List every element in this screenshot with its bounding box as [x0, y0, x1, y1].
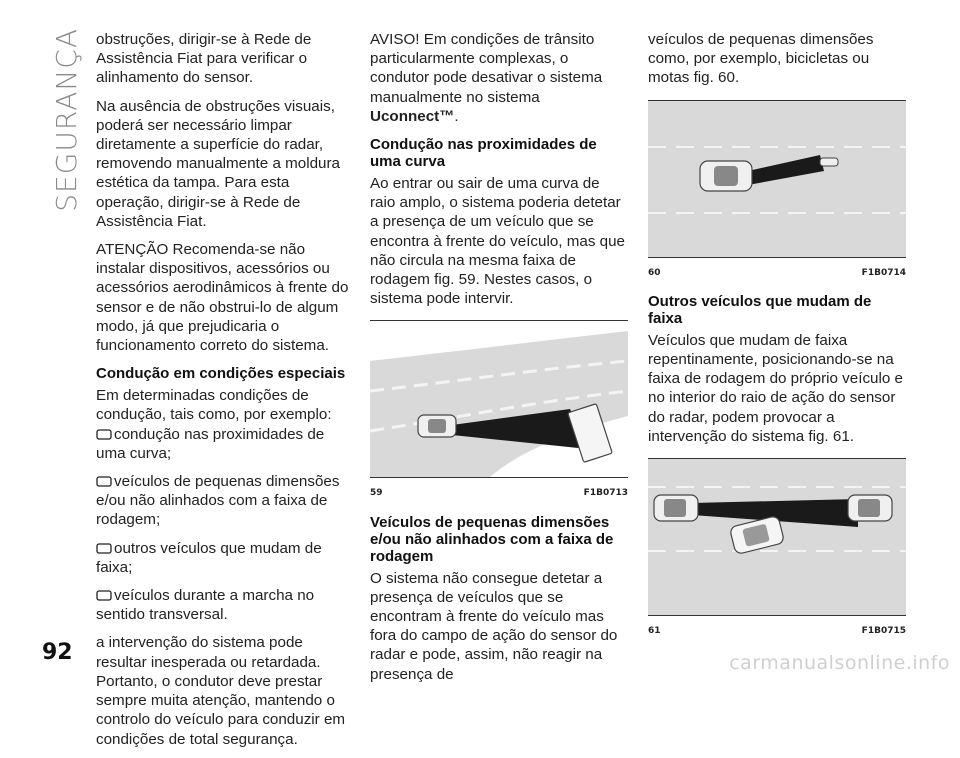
bullet-icon: [96, 476, 112, 487]
figure-code: F1B0714: [861, 267, 906, 278]
figure-code: F1B0713: [583, 488, 628, 499]
list-item: [96, 425, 354, 463]
paragraph: Ao entrar ou sair de uma curva de raio amplo, o sistema poderia detetar a presença de um veículo que se encontra à frente do veículo, mas que não circula na mesma faixa de rodagem fig. 59. Nestes casos, o sistema pode intervir.: [370, 175, 625, 308]
paragraph: Veículos que mudam de faixa repentinamente, posicionando-se na faixa de rodagem do próprio veículo e no interior do raio de ação do sensor do radar, podem provocar a intervenção do sistema fig. 61.: [648, 331, 903, 445]
watermark: carmanualsonline.info: [729, 652, 950, 674]
list-item-text: veículos durante a marcha no sentido transversal.: [96, 587, 315, 624]
figure-code: F1B0715: [861, 626, 906, 637]
paragraph: Na ausência de obstruções visuais, poderá ser necessário limpar diretamente a superfície do radar, removendo manualmente a moldura estética da tampa. Para esta operação, dirigir-se à Rede de Assistência Fiat.: [96, 97, 340, 230]
section-heading: Condução nas proximidades de uma curva: [370, 136, 597, 171]
list-item: [96, 472, 354, 530]
paragraph: Em determinadas condições de condução, tais como, por exemplo:: [96, 387, 332, 424]
motorcycle: [820, 158, 838, 166]
list-item-text: outros veículos que mudam de faixa;: [96, 539, 322, 576]
bullet-icon: [96, 590, 112, 601]
paragraph: veículos de pequenas dimensões como, por exemplo, bicicletas ou motas fig. 60.: [648, 31, 874, 87]
warning-suffix: .: [454, 107, 459, 125]
paragraph: a intervenção do sistema pode resultar inesperada ou retardada. Portanto, o condutor deve prestar sempre muita atenção, mantendo o controlo do veículo para conduzir em condições de total segurança.: [96, 634, 346, 748]
ego-car: [418, 415, 456, 437]
page-number: 92: [42, 640, 73, 665]
list-item-text: veículos de pequenas dimensões e/ou não alinhados com a faixa de rodagem;: [96, 473, 340, 529]
figure-60: [648, 100, 906, 258]
car-ahead: [848, 495, 892, 521]
paragraph: obstruções, dirigir-se à Rede de Assistência Fiat para verificar o alinhamento do sensor.: [96, 31, 312, 87]
list-item-text: condução nas proximidades de uma curva;: [96, 425, 325, 462]
curve-illustration: [370, 321, 628, 477]
ego-car: [654, 495, 698, 521]
section-heading: Outros veículos que mudam de faixa: [648, 292, 872, 327]
list-item: [96, 586, 354, 624]
figure-59: [370, 320, 628, 478]
figure-number: 61: [648, 626, 661, 637]
section-title: SEGURANÇA: [50, 28, 83, 212]
bullet-icon: [96, 429, 112, 440]
section-heading: Veículos de pequenas dimensões e/ou não alinhados com a faixa de rodagem: [370, 513, 614, 565]
column-3: [648, 30, 906, 641]
lane-change-illustration: [648, 459, 906, 615]
section-heading: Condução em condições especiais: [96, 365, 346, 383]
warning-paragraph: ATENÇÃO Recomenda-se não instalar dispositivos, acessórios ou acessórios aerodinâmicos à frente do sensor e de não obstrui-lo de algum modo, já que prejudicaria o funcionamento correto do sistema.: [96, 241, 349, 355]
uconnect-label: Uconnect™: [370, 107, 455, 125]
warning-text: AVISO! Em condições de trânsito particularmente complexas, o condutor pode desativar o sistema manualmente no sistema: [370, 31, 603, 106]
ego-car: [700, 161, 752, 191]
bullet-icon: [96, 543, 112, 554]
figure-caption: [648, 622, 906, 641]
column-1: [96, 30, 354, 758]
column-2: [370, 30, 628, 693]
paragraph: O sistema não consegue detetar a presença de veículos que se encontram à frente do veículo mas fora do campo de ação do sensor do radar e pode, assim, não reagir na presença de: [370, 569, 618, 683]
figure-number: 59: [370, 488, 383, 499]
bicycle-illustration: [648, 101, 906, 257]
figure-61: [648, 458, 906, 616]
figure-caption: [370, 484, 628, 503]
figure-number: 60: [648, 267, 661, 278]
warning-paragraph: [370, 30, 628, 126]
figure-caption: [648, 264, 906, 283]
list-item: [96, 539, 354, 577]
